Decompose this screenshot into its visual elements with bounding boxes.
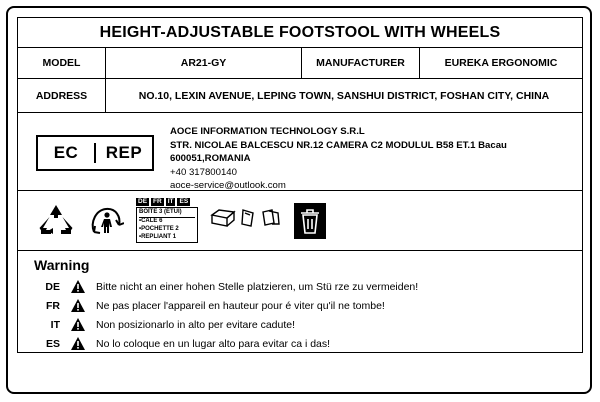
ec-rep-section: [17, 113, 583, 191]
warning-triangle-icon: [68, 279, 88, 294]
ec-rep-mark-rep: REP: [105, 143, 143, 162]
product-label-card: [6, 6, 592, 394]
ec-rep-address-block: [170, 123, 507, 193]
sorting-detail-box: [136, 207, 198, 243]
model-value: AR21-GY: [106, 48, 302, 78]
ec-rep-email: aoce-service@outlook.com: [170, 180, 286, 191]
warning-triangle-icon: [68, 317, 88, 332]
language-tag-it: IT: [167, 197, 174, 205]
language-tag-row: [136, 198, 190, 206]
address-value: NO.10, LEXIN AVENUE, LEPING TOWN, SANSHUI DISTRICT, FOSHAN CITY, CHINA: [138, 89, 550, 102]
ec-rep-mark-ec: EC: [38, 143, 96, 163]
language-tag-es: ES: [179, 197, 189, 205]
warning-heading: Warning: [34, 257, 90, 273]
model-row: [17, 48, 583, 79]
sorting-header: BOÎTE 3 (ÉTUI): [139, 209, 195, 218]
address-label: ADDRESS: [18, 79, 106, 112]
ec-rep-city: 600051,ROMANIA: [170, 153, 251, 164]
ec-rep-company: AOCE INFORMATION TECHNOLOGY S.R.L: [170, 126, 365, 137]
warning-row-fr: [34, 296, 582, 315]
warning-lang-es: ES: [45, 337, 60, 350]
sorting-instruction-block: [136, 198, 198, 243]
manufacturer-label: MANUFACTURER: [302, 48, 420, 78]
warning-text-es: No lo coloque en un lugar alto para evitar ca i das!: [96, 337, 331, 350]
ec-rep-mark: [36, 135, 154, 171]
manufacturer-value: EUREKA ERGONOMIC: [444, 57, 558, 69]
ec-rep-street: STR. NICOLAE BALCESCU NR.12 CAMERA C2 MODULUL B58 ET.1 Bacau: [170, 139, 507, 151]
warning-row-es: [34, 334, 582, 353]
pictogram-strip: [17, 191, 583, 251]
ec-rep-phone: +40 317800140: [170, 166, 237, 178]
warning-section: [17, 251, 583, 353]
sorting-line-1: •CALE 6: [139, 218, 163, 225]
language-tag-de: DE: [138, 197, 148, 205]
warning-text-it: Non posizionarlo in alto per evitare cadute!: [96, 318, 296, 331]
model-label: MODEL: [18, 48, 106, 78]
warning-row-it: [34, 315, 582, 334]
address-row: [17, 79, 583, 113]
sorting-line-3: •REPLIANT 1: [139, 233, 177, 240]
sorting-line-2: •POCHETTE 2: [139, 226, 179, 232]
warning-lang-fr: FR: [46, 299, 60, 312]
green-dot-recycling-icon: [88, 202, 124, 240]
warning-lang-it: IT: [50, 318, 60, 331]
warning-triangle-icon: [68, 336, 88, 351]
label-inner: [17, 17, 583, 385]
language-tag-fr: FR: [153, 197, 162, 205]
sort-to-bin-icon: [294, 203, 326, 239]
warning-triangle-icon: [68, 298, 88, 313]
warning-text-de: Bitte nicht an einer hohen Stelle platzieren, um Stü rze zu vermeiden!: [96, 280, 419, 293]
recycling-mobius-icon: [36, 202, 76, 240]
warning-lang-de: DE: [45, 280, 60, 293]
packaging-icons-group: [210, 208, 282, 233]
label-title-box: [17, 17, 583, 48]
carton-box-icon: [210, 208, 236, 233]
warning-text-fr: Ne pas placer l'appareil en hauteur pour é viter qu'il ne tombe!: [96, 299, 385, 312]
page-title: HEIGHT-ADJUSTABLE FOOTSTOOL WITH WHEELS: [99, 23, 501, 41]
warning-row-de: [34, 277, 582, 296]
paper-sheet-icon: [239, 208, 257, 233]
paper-stack-icon: [260, 208, 282, 233]
